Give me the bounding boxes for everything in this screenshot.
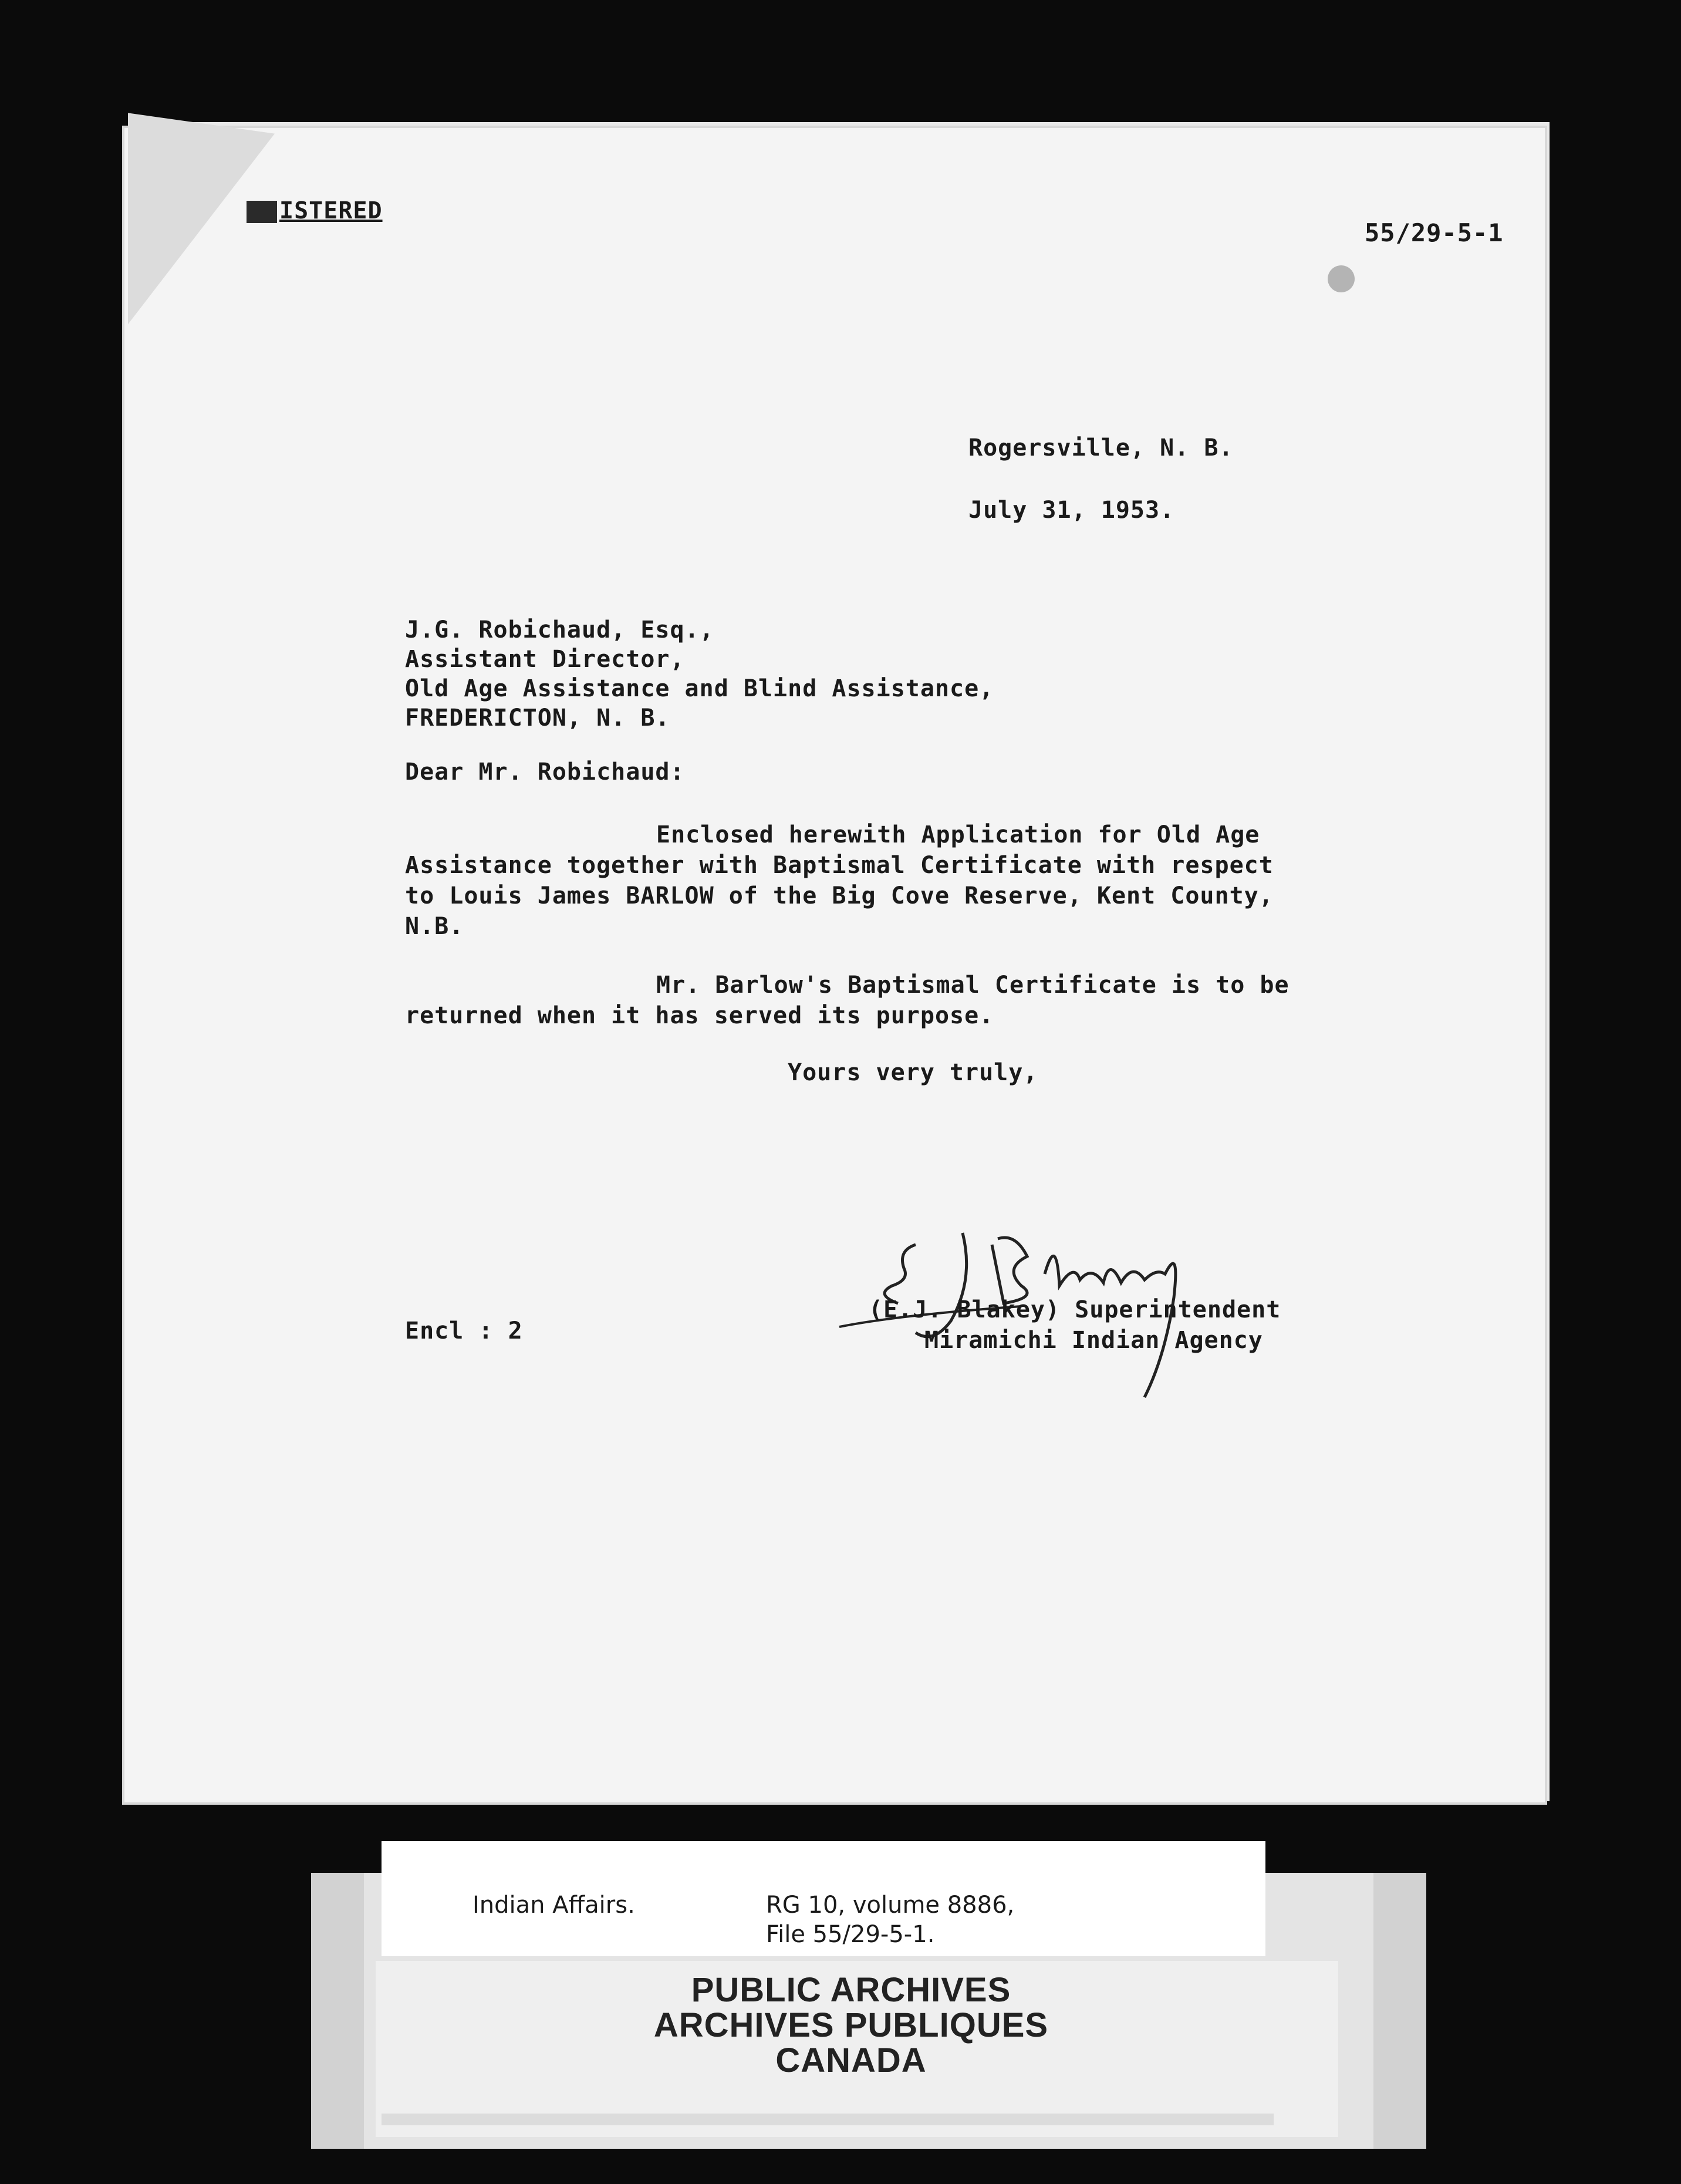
archive-stamp-line: ARCHIVES PUBLIQUES	[653, 2006, 1049, 2044]
registered-stamp: ISTERED	[247, 197, 383, 224]
label-bottom-edge	[382, 2114, 1274, 2125]
address-line: FREDERICTON, N. B.	[405, 705, 670, 732]
address-line: Old Age Assistance and Blind Assistance,	[405, 675, 994, 702]
reference-line: RG 10, volume 8886,	[766, 1892, 1015, 1919]
salutation: Dear Mr. Robichaud:	[405, 759, 685, 786]
letter-date: July 31, 1953.	[968, 497, 1175, 524]
signature-agency: Miramichi Indian Agency	[924, 1327, 1263, 1354]
body-paragraph-line: Assistance together with Baptismal Certificate with respect	[405, 852, 1274, 879]
body-paragraph-line: to Louis James BARLOW of the Big Cove Reserve, Kent County,	[405, 882, 1274, 909]
body-paragraph-line: N.B.	[405, 913, 464, 940]
signature-name-title: (E.J. Blakey) Superintendent	[869, 1296, 1281, 1323]
letter-sheet	[124, 128, 1545, 1802]
reference-line: File 55/29-5-1.	[766, 1921, 935, 1948]
file-number: 55/29-5-1	[1365, 218, 1504, 247]
address-line: Assistant Director,	[405, 646, 685, 673]
body-paragraph-line: returned when it has served its purpose.	[405, 1002, 994, 1029]
letter-place: Rogersville, N. B.	[968, 434, 1234, 461]
enclosure-count: Encl : 2	[405, 1317, 523, 1344]
label-edge-right	[1373, 1873, 1426, 2149]
complimentary-close: Yours very truly,	[788, 1059, 1038, 1086]
body-paragraph-line: Mr. Barlow's Baptismal Certificate is to be	[656, 972, 1290, 999]
body-paragraph-line: Enclosed herewith Application for Old Age	[656, 821, 1260, 848]
label-edge-left	[311, 1873, 364, 2149]
archive-stamp-line: PUBLIC ARCHIVES	[691, 1971, 1011, 2009]
department-label: Indian Affairs.	[472, 1892, 635, 1919]
smudge-mark	[1328, 265, 1355, 292]
address-line: J.G. Robichaud, Esq.,	[405, 616, 714, 643]
folded-corner	[128, 113, 275, 345]
archive-stamp-line: CANADA	[775, 2041, 927, 2079]
